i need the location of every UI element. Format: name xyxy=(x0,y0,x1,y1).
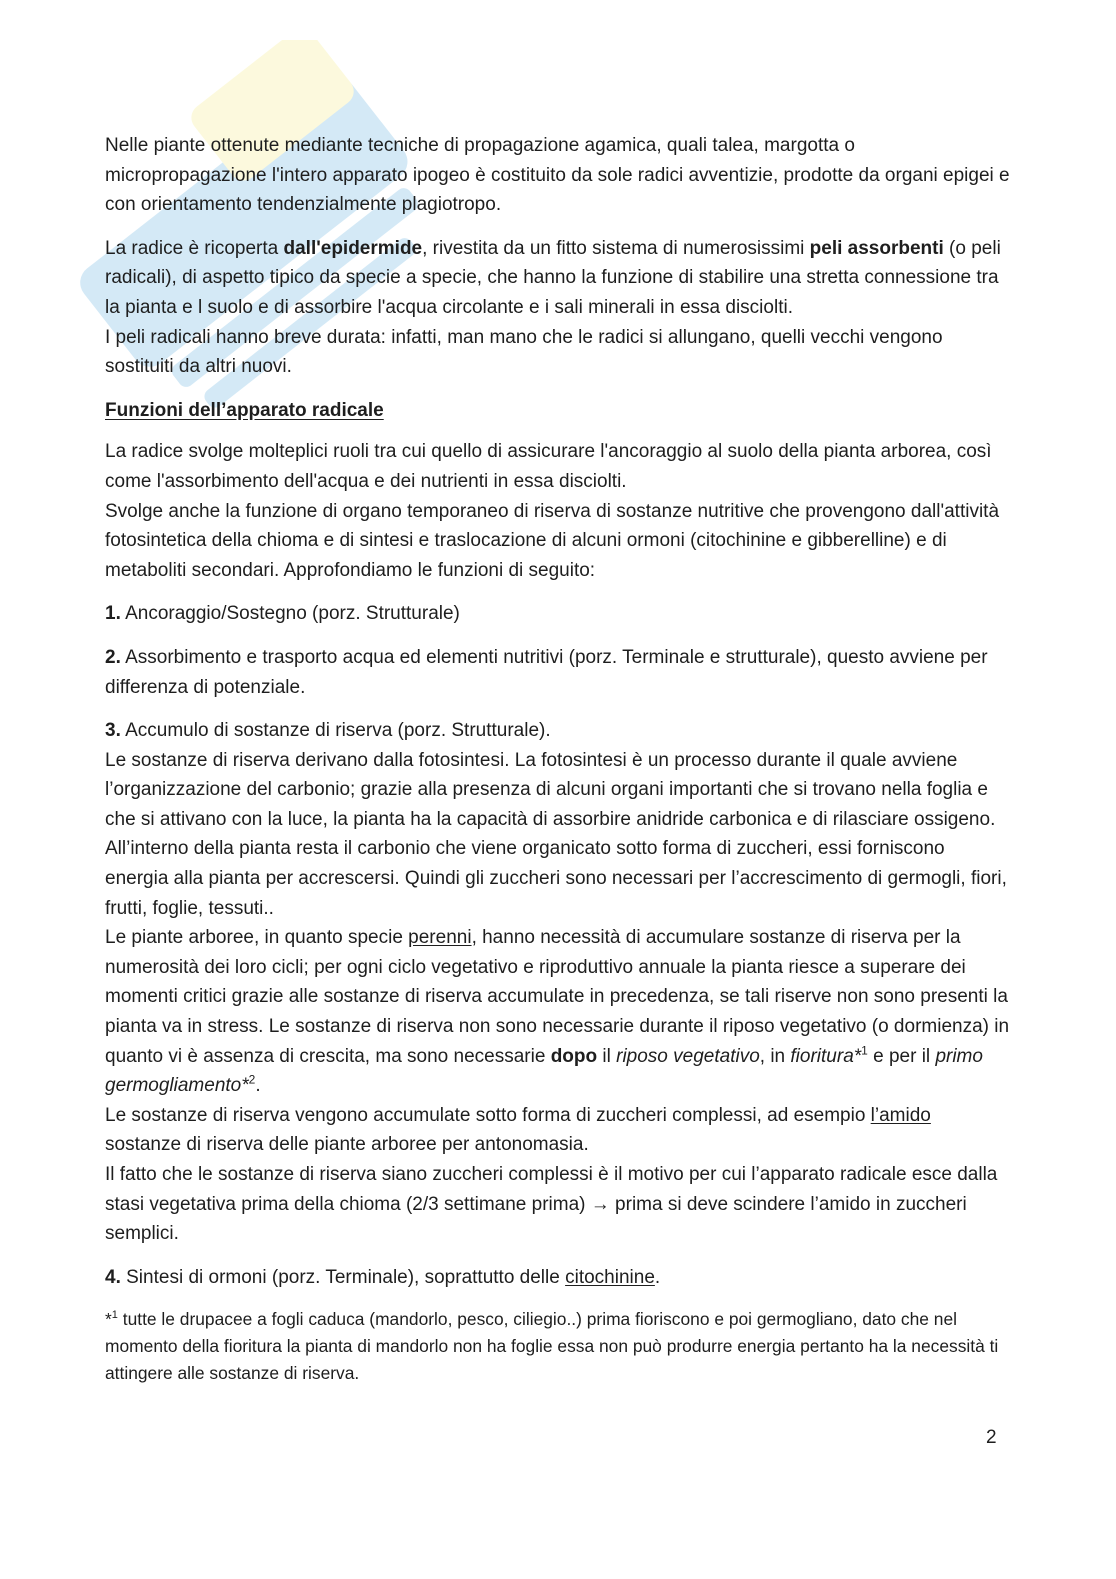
text-run: sostanze di riserva delle piante arboree per antonomasia. xyxy=(105,1134,589,1156)
bold-term-dopo: dopo xyxy=(550,1045,598,1067)
list-text: Ancoraggio/Sostegno (porz. Strutturale) xyxy=(120,603,460,625)
list-number: 2. xyxy=(105,646,121,668)
italic-term: fioritura* xyxy=(790,1045,862,1067)
underlined-term-citochinine: citochinine xyxy=(565,1266,655,1288)
section-heading: Funzioni dell’apparato radicale xyxy=(105,399,384,421)
list-text: Accumulo di sostanze di riserva (porz. Strutturale). xyxy=(120,720,551,742)
footnote-star: * xyxy=(105,1309,112,1330)
text-run: Svolge anche la funzione di organo temporaneo di riserva di sostanze nutritive che provengono dall'attività fotosintetica della chioma e di sintesi e traslocazione di alcuni ormoni (citochinine e gibberelline) e di metaboliti secondari. Approfondiamo le funzioni di seguito: xyxy=(105,500,1000,581)
list-number: 1. xyxy=(105,603,121,625)
footnote-marker: 1 xyxy=(861,1043,868,1058)
text-run: prima si deve scindere l’amido in zuccheri semplici. xyxy=(105,1193,967,1245)
list-number: 3. xyxy=(105,720,121,742)
italic-term: primo germogliamento* xyxy=(105,1045,983,1097)
intro-paragraph xyxy=(105,131,1010,220)
underlined-term-perenni: perenni xyxy=(408,927,472,949)
text-run: All’interno della pianta resta il carbonio che viene organicato sotto forma di zuccheri, essi forniscono energia alla pianta per accrescersi. Quindi gli zuccheri sono necessari per l’accrescimento di germogli, fiori, frutti, foglie, tessuti.. xyxy=(105,838,1007,919)
italic-term: riposo vegetativo xyxy=(616,1045,760,1067)
list-text: . xyxy=(654,1266,661,1288)
list-item-3 xyxy=(105,716,1010,1249)
text-run: , rivestita da un fitto sistema di numerosissimi xyxy=(422,237,810,259)
text-run: Le sostanze di riserva derivano dalla fotosintesi. La fotosintesi è un processo durante il quale avviene l’organizzazione del carbonio; grazie alla presenza di alcuni organi importanti che si trovano nella foglia e che si attivano con la luce, la pianta ha la capacità di assorbire anidride carbonica e di rilasciare ossigeno. xyxy=(105,749,996,830)
underlined-term-amido: l’amido xyxy=(870,1104,931,1126)
text-run: Le piante arboree, in quanto specie xyxy=(105,927,409,949)
text-run: e per il xyxy=(867,1045,936,1067)
arrow-right-icon: → xyxy=(590,1193,610,1215)
intro-text: Nelle piante ottenute mediante tecniche di propagazione agamica, quali talea, margotta o micropropagazione l'intero apparato ipogeo è costituito da sole radici avventizie, prodotte da organi epigei e con orientamento tendenzialmente plagiotropo. xyxy=(105,135,1010,216)
list-item-2 xyxy=(105,643,1010,702)
text-run: il xyxy=(597,1045,617,1067)
footnote-marker: 1 xyxy=(111,1309,118,1322)
document-body xyxy=(105,131,1010,1401)
text-run: La radice svolge molteplici ruoli tra cui quello di assicurare l'ancoraggio al suolo della pianta arborea, così come l'assorbimento dell'acqua e dei nutrienti in essa disciolti. xyxy=(105,441,992,492)
text-run: Le sostanze di riserva vengono accumulate sotto forma di zuccheri complessi, ad esempio xyxy=(105,1104,871,1126)
functions-paragraph xyxy=(105,437,1010,585)
text-run: Il fatto che le sostanze di riserva siano zuccheri complessi è il motivo per cui l’apparato radicale esce dalla stasi vegetativa prima della chioma (2/3 settimane prima) xyxy=(105,1164,998,1215)
page-number: 2 xyxy=(986,1427,997,1448)
text-run: , in xyxy=(759,1045,791,1067)
bold-term-epidermis: dall'epidermide xyxy=(283,237,423,259)
list-item-4 xyxy=(105,1263,1010,1293)
list-item-1 xyxy=(105,599,1010,629)
list-number: 4. xyxy=(105,1266,121,1288)
list-text: Assorbimento e trasporto acqua ed elementi nutritivi (porz. Terminale e strutturale), questo avviene per differenza di potenziale. xyxy=(105,646,988,698)
list-text: Sintesi di ormoni (porz. Terminale), soprattutto delle xyxy=(120,1266,566,1288)
text-run: La radice è ricoperta xyxy=(105,237,284,259)
footnote xyxy=(105,1306,1010,1387)
text-run: . xyxy=(255,1075,261,1097)
text-run: (o peli radicali), di aspetto tipico da specie a specie, che hanno la funzione di stabilire una stretta connessione tra la pianta e l suolo e di assorbire l'acqua circolante e i sali minerali in essa disciolti. xyxy=(105,237,1001,318)
text-run: , hanno necessità di accumulare sostanze di riserva per la numerosità dei loro cicli; per ogni ciclo vegetativo e riproduttivo annuale la pianta riesce a superare dei momenti critici grazie alle sostanze di riserva accumulate in precedenza, se tali riserve non sono presenti la pianta va in stress. Le sostanze di riserva non sono necessarie durante il riposo vegetativo (o dormienza) in quanto vi è assenza di crescita, ma sono necessarie xyxy=(105,927,1010,1067)
epidermis-paragraph xyxy=(105,234,1010,382)
bold-term-absorbent-hairs: peli assorbenti xyxy=(809,237,944,259)
text-run: I peli radicali hanno breve durata: infatti, man mano che le radici si allungano, quelli vecchi vengono sostituiti da altri nuovi. xyxy=(105,326,943,378)
footnote-marker: 2 xyxy=(248,1072,256,1087)
footnote-text: tutte le drupacee a fogli caduca (mandorlo, pesco, ciliegio..) prima fioriscono e poi germogliano, dato che nel momento della fioritura la pianta di mandorlo non ha foglie essa non può produrre energia pertanto ha la necessità ti attingere alle sostanze di riserva. xyxy=(105,1309,999,1384)
